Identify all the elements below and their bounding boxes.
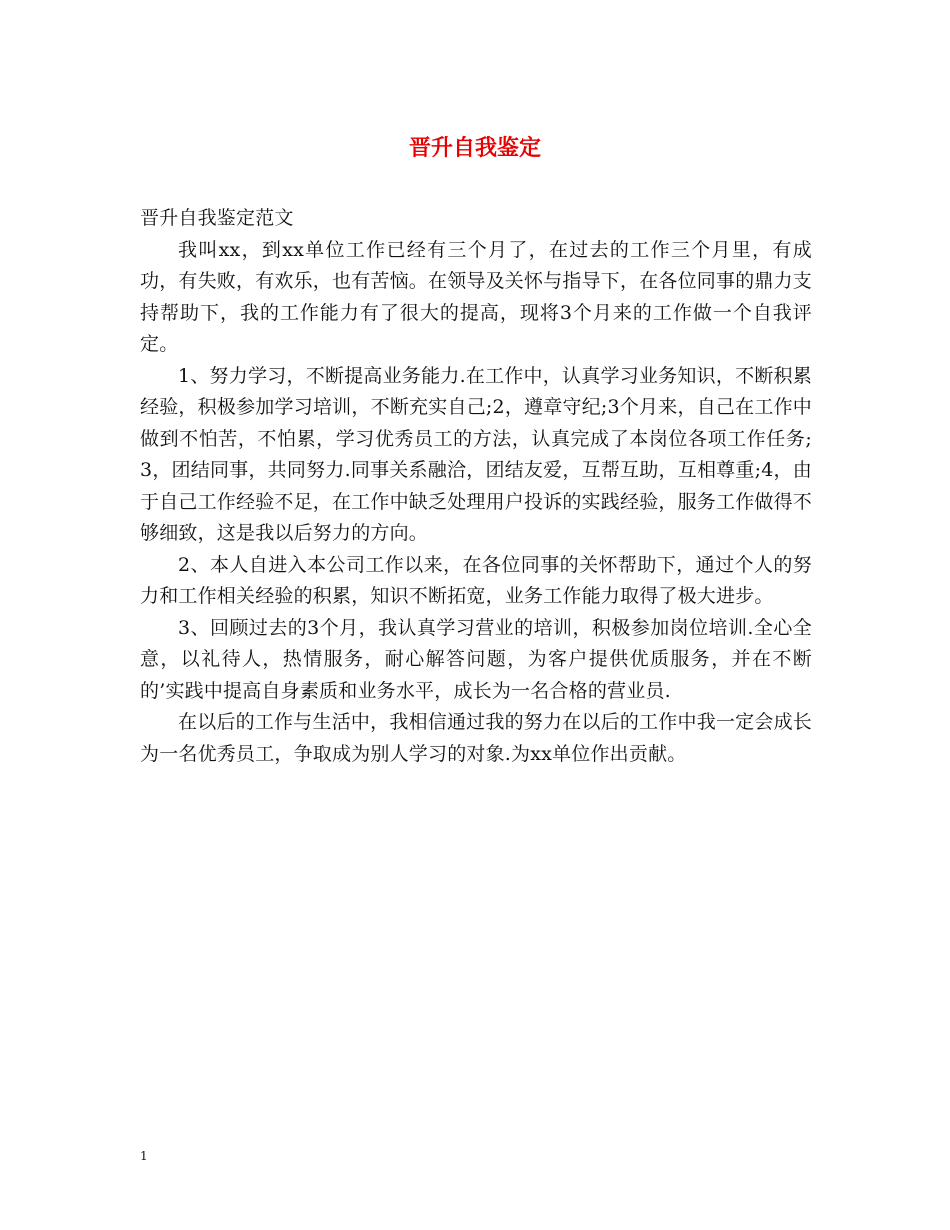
paragraph-intro: 我叫xx，到xx单位工作已经有三个月了，在过去的工作三个月里，有成功，有失败，有欢乐，也有苦恼。在领导及关怀与指导下，在各位同事的鼎力支持帮助下，我的工作能力有了很大的提高，现将3个月来的工作做一个自我评定。 xyxy=(140,238,813,355)
paragraph-point-2: 2、本人自进入本公司工作以来，在各位同事的关怀帮助下，通过个人的努力和工作相关经验的积累，知识不断拓宽，业务工作能力取得了极大进步。 xyxy=(140,553,812,607)
document-title: 晋升自我鉴定 xyxy=(408,135,541,161)
page-number: 1 xyxy=(140,1149,148,1163)
document-subtitle: 晋升自我鉴定范文 xyxy=(140,207,294,229)
paragraph-point-1: 1、努力学习，不断提高业务能力.在工作中，认真学习业务知识，不断积累经验，积极参加学习培训，不断充实自己;2，遵章守纪;3个月来，自己在工作中做到不怕苦，不怕累，学习优秀员工的方法，认真完成了本岗位各项工作任务;3，团结同事，共同努力.同事关系融洽，团结友爱，互帮互助，互相尊重;4，由于自己工作经验不足，在工作中缺乏处理用户投诉的实践经验，服务工作做得不够细致，这是我以后努力的方向。 xyxy=(140,364,813,544)
paragraph-conclusion: 在以后的工作与生活中，我相信通过我的努力在以后的工作中我一定会成长为一名优秀员工，争取成为别人学习的对象.为xx单位作出贡献。 xyxy=(140,711,812,765)
paragraph-point-3: 3、回顾过去的3个月，我认真学习营业的培训，积极参加岗位培训.全心全意，以礼待人，热情服务，耐心解答问题，为客户提供优质服务，并在不断的’实践中提高自身素质和业务水平，成长为一名合格的营业员. xyxy=(140,616,812,702)
document-body xyxy=(140,203,812,770)
